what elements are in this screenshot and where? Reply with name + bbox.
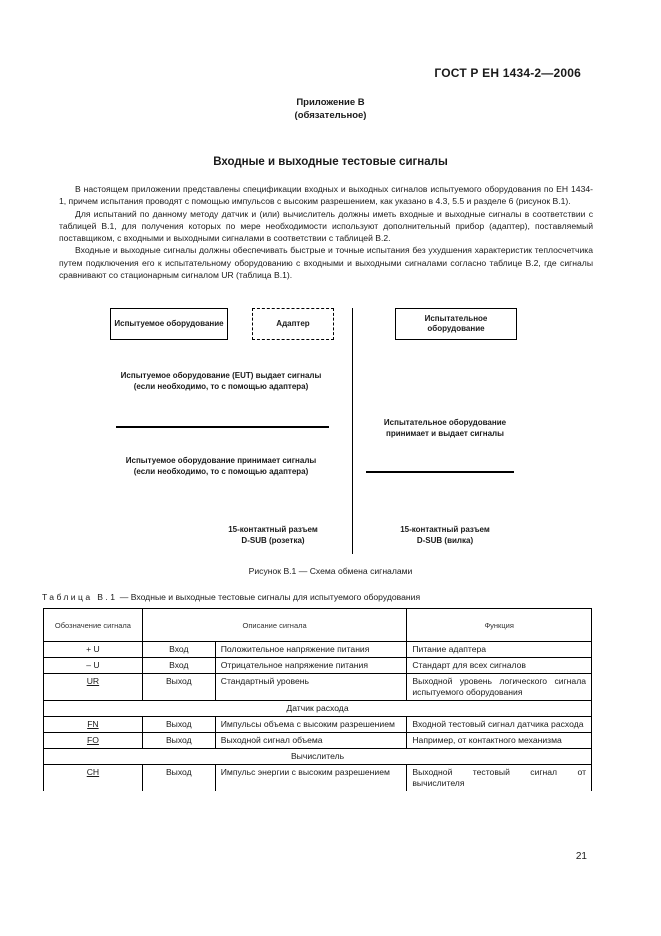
- box-test-equipment: Испытательное оборудование: [395, 308, 517, 340]
- body-text: [59, 183, 593, 281]
- signal-direction: Вход: [142, 658, 215, 674]
- table-header-row: [44, 609, 592, 642]
- right-connector-label: 15-контактный разъем D-SUB (вилка): [400, 525, 490, 545]
- signal-description: Выходной сигнал объема: [215, 733, 407, 749]
- header-function: Функция: [407, 609, 592, 642]
- signal-description: Импульс энергии с высоким разрешением: [215, 765, 407, 792]
- signal-symbol: – U: [44, 658, 143, 674]
- signal-function: Например, от контактного механизма: [407, 733, 592, 749]
- signals-table: [43, 608, 592, 791]
- table-row: [44, 765, 592, 792]
- signal-exchange-diagram: [0, 300, 661, 560]
- group-row-calculator: [44, 749, 592, 765]
- header-designation: Обозначение сигнала: [44, 609, 143, 642]
- table-row: [44, 717, 592, 733]
- signal-function: Стандарт для всех сигналов: [407, 658, 592, 674]
- signal-symbol: UR: [44, 674, 143, 701]
- signal-description: Положительное напряжение питания: [215, 642, 407, 658]
- signal-direction: Выход: [142, 674, 215, 701]
- table-caption-text: — Входные и выходные тестовые сигналы для испытуемого оборудования: [117, 592, 421, 602]
- signal-function: Входной тестовый сигнал датчика расхода: [407, 717, 592, 733]
- left-input-text: Испытуемое оборудование принимает сигналы (если необходимо, то с помощью адаптера): [125, 456, 317, 476]
- group-label: Вычислитель: [44, 749, 592, 765]
- signal-symbol: CH: [44, 765, 143, 792]
- group-label: Датчик расхода: [44, 701, 592, 717]
- signal-function: Питание адаптера: [407, 642, 592, 658]
- signal-description: Отрицательное напряжение питания: [215, 658, 407, 674]
- annex-title: Приложение B: [296, 97, 365, 108]
- table-caption: [42, 592, 420, 602]
- section-title: Входные и выходные тестовые сигналы: [213, 156, 448, 168]
- table-row: [44, 658, 592, 674]
- right-text: Испытательное оборудование принимает и выдает сигналы: [383, 418, 507, 438]
- signal-direction: Вход: [142, 642, 215, 658]
- left-output-text: Испытуемое оборудование (EUT) выдает сигналы (если необходимо, то с помощью адаптера): [120, 371, 322, 391]
- paragraph-2: Для испытаний по данному методу датчик и (или) вычислитель должны иметь входные и выходные сигналы в соответствии с таблицей B.1, для получения которых по мере необходимости используют дополнительный прибор (адаптер), поставляемый поставщиком, с входными и выходными сигналами в соответствии с таблицей B.2.: [59, 208, 593, 244]
- signal-symbol: + U: [44, 642, 143, 658]
- table-caption-label: Таблица B.1: [42, 592, 118, 602]
- signal-function: Выходной тестовый сигнал от вычислителя: [407, 765, 592, 792]
- paragraph-1: В настоящем приложении представлены спецификации входных и выходных сигналов испытуемого оборудования по ЕН 1434-1, причем испытания проводят с помощью импульсов с высоким разрешением, как указано в 4.3, 5.5 и разделе 6 (рисунок B.1).: [59, 184, 593, 207]
- group-row-flow-sensor: [44, 701, 592, 717]
- divider-line: [352, 308, 353, 554]
- signal-description: Импульсы объема с высоким разрешением: [215, 717, 407, 733]
- left-signal-line: [116, 426, 329, 428]
- box-eut: Испытуемое оборудование: [110, 308, 228, 340]
- header-description: Описание сигнала: [142, 609, 406, 642]
- signal-symbol: FO: [44, 733, 143, 749]
- paragraph-3: Входные и выходные сигналы должны обеспечивать быстрые и точные испытания без ухудшения характеристик теплосчетчика путем подключения его к испытательному оборудованию с входными и выходными сигналами согласно таблице B.2, где сигналы сравнивают со стационарным сигналом UR (таблица B.1).: [59, 245, 593, 281]
- table-row: [44, 733, 592, 749]
- standard-header: ГОСТ Р ЕН 1434-2—2006: [434, 66, 581, 80]
- signal-symbol: FN: [44, 717, 143, 733]
- signal-direction: Выход: [142, 717, 215, 733]
- figure-caption: Рисунок B.1 — Схема обмена сигналами: [248, 566, 413, 576]
- signal-direction: Выход: [142, 733, 215, 749]
- table-row: [44, 674, 592, 701]
- box-adapter: Адаптер: [252, 308, 334, 340]
- annex-status: (обязательное): [294, 110, 367, 121]
- table-row: [44, 642, 592, 658]
- left-connector-label: 15-контактный разъем D-SUB (розетка): [228, 525, 318, 545]
- signal-function: Выходной уровень логического сигнала испытуемого оборудования: [407, 674, 592, 701]
- right-signal-line: [366, 471, 514, 473]
- signal-description: Стандартный уровень: [215, 674, 407, 701]
- signal-direction: Выход: [142, 765, 215, 792]
- page-number: 21: [575, 851, 587, 862]
